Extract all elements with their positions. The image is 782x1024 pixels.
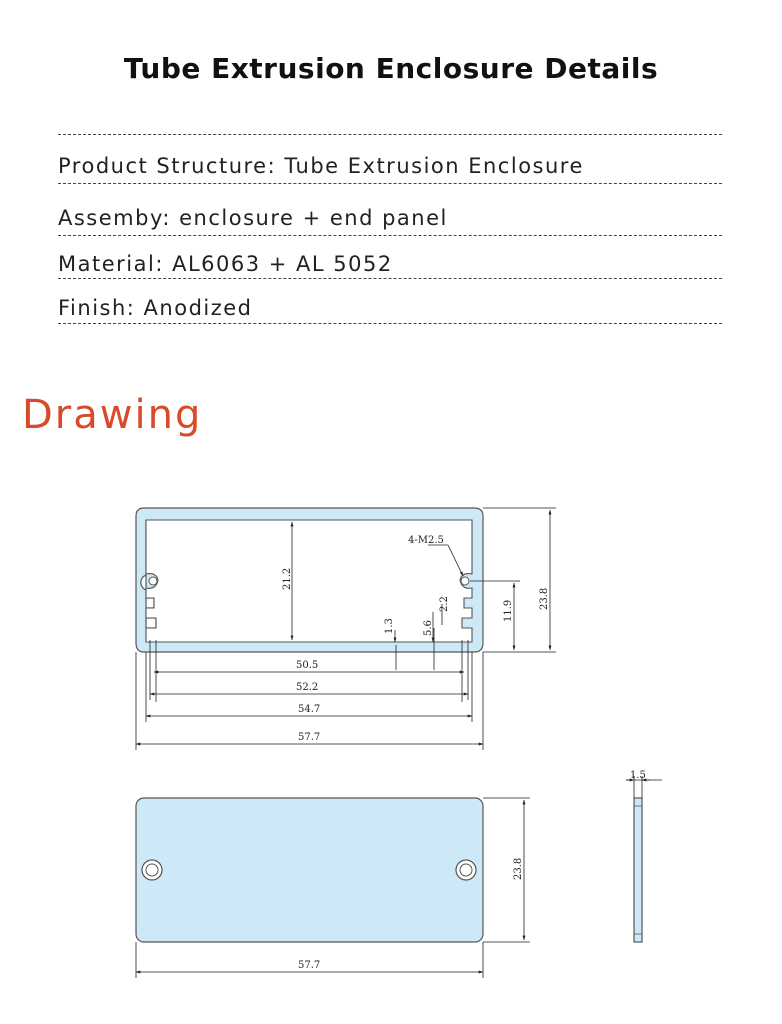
dim-1-3: 1.3 [384, 618, 395, 634]
spec-assembly [58, 206, 448, 230]
divider [58, 323, 722, 324]
panel-hole-left [142, 860, 162, 880]
dim-width-52-2: 52.2 [296, 682, 319, 693]
spec-label: Finish: [58, 296, 136, 320]
dim-width-50-5: 50.5 [296, 660, 319, 671]
dim-slot-height: 11.9 [503, 599, 514, 622]
end-panel-edge [634, 798, 642, 942]
dim-width-57-7: 57.7 [298, 732, 321, 743]
dim-width-54-7: 54.7 [298, 704, 321, 715]
end-panel-plate [136, 798, 483, 942]
spec-finish [58, 296, 253, 320]
dim-5-6: 5.6 [423, 620, 434, 636]
spec-value: Anodized [143, 296, 253, 320]
technical-drawing [0, 490, 782, 1000]
spec-label: Product Structure: [58, 154, 277, 178]
spec-value: Tube Extrusion Enclosure [284, 154, 584, 178]
dim-inner-height: 21.2 [282, 567, 293, 590]
screw-boss-left [149, 577, 157, 585]
dim-panel-height: 23.8 [513, 857, 524, 880]
spec-value: enclosure + end panel [179, 206, 448, 230]
dim-thread: 4-M2.5 [408, 535, 444, 546]
screw-boss-right [461, 577, 469, 585]
page-title: Tube Extrusion Enclosure Details [123, 52, 659, 85]
dim-panel-thickness: 1.5 [630, 770, 646, 781]
panel-hole-right [456, 860, 476, 880]
spec-label: Assemby: [58, 206, 171, 230]
spec-label: Material: [58, 252, 164, 276]
end-panel-side [634, 798, 642, 942]
spec-product-structure [58, 154, 584, 178]
divider [58, 183, 722, 184]
dim-panel-width: 57.7 [298, 960, 321, 971]
divider [58, 134, 722, 135]
spec-material [58, 252, 393, 276]
divider [58, 235, 722, 236]
section-title-drawing: Drawing [22, 392, 203, 438]
end-panel [136, 798, 483, 942]
dim-2-2: 2.2 [439, 596, 450, 612]
divider [58, 278, 722, 279]
dim-outer-height: 23.8 [539, 587, 550, 610]
spec-value: AL6063 + AL 5052 [172, 252, 393, 276]
